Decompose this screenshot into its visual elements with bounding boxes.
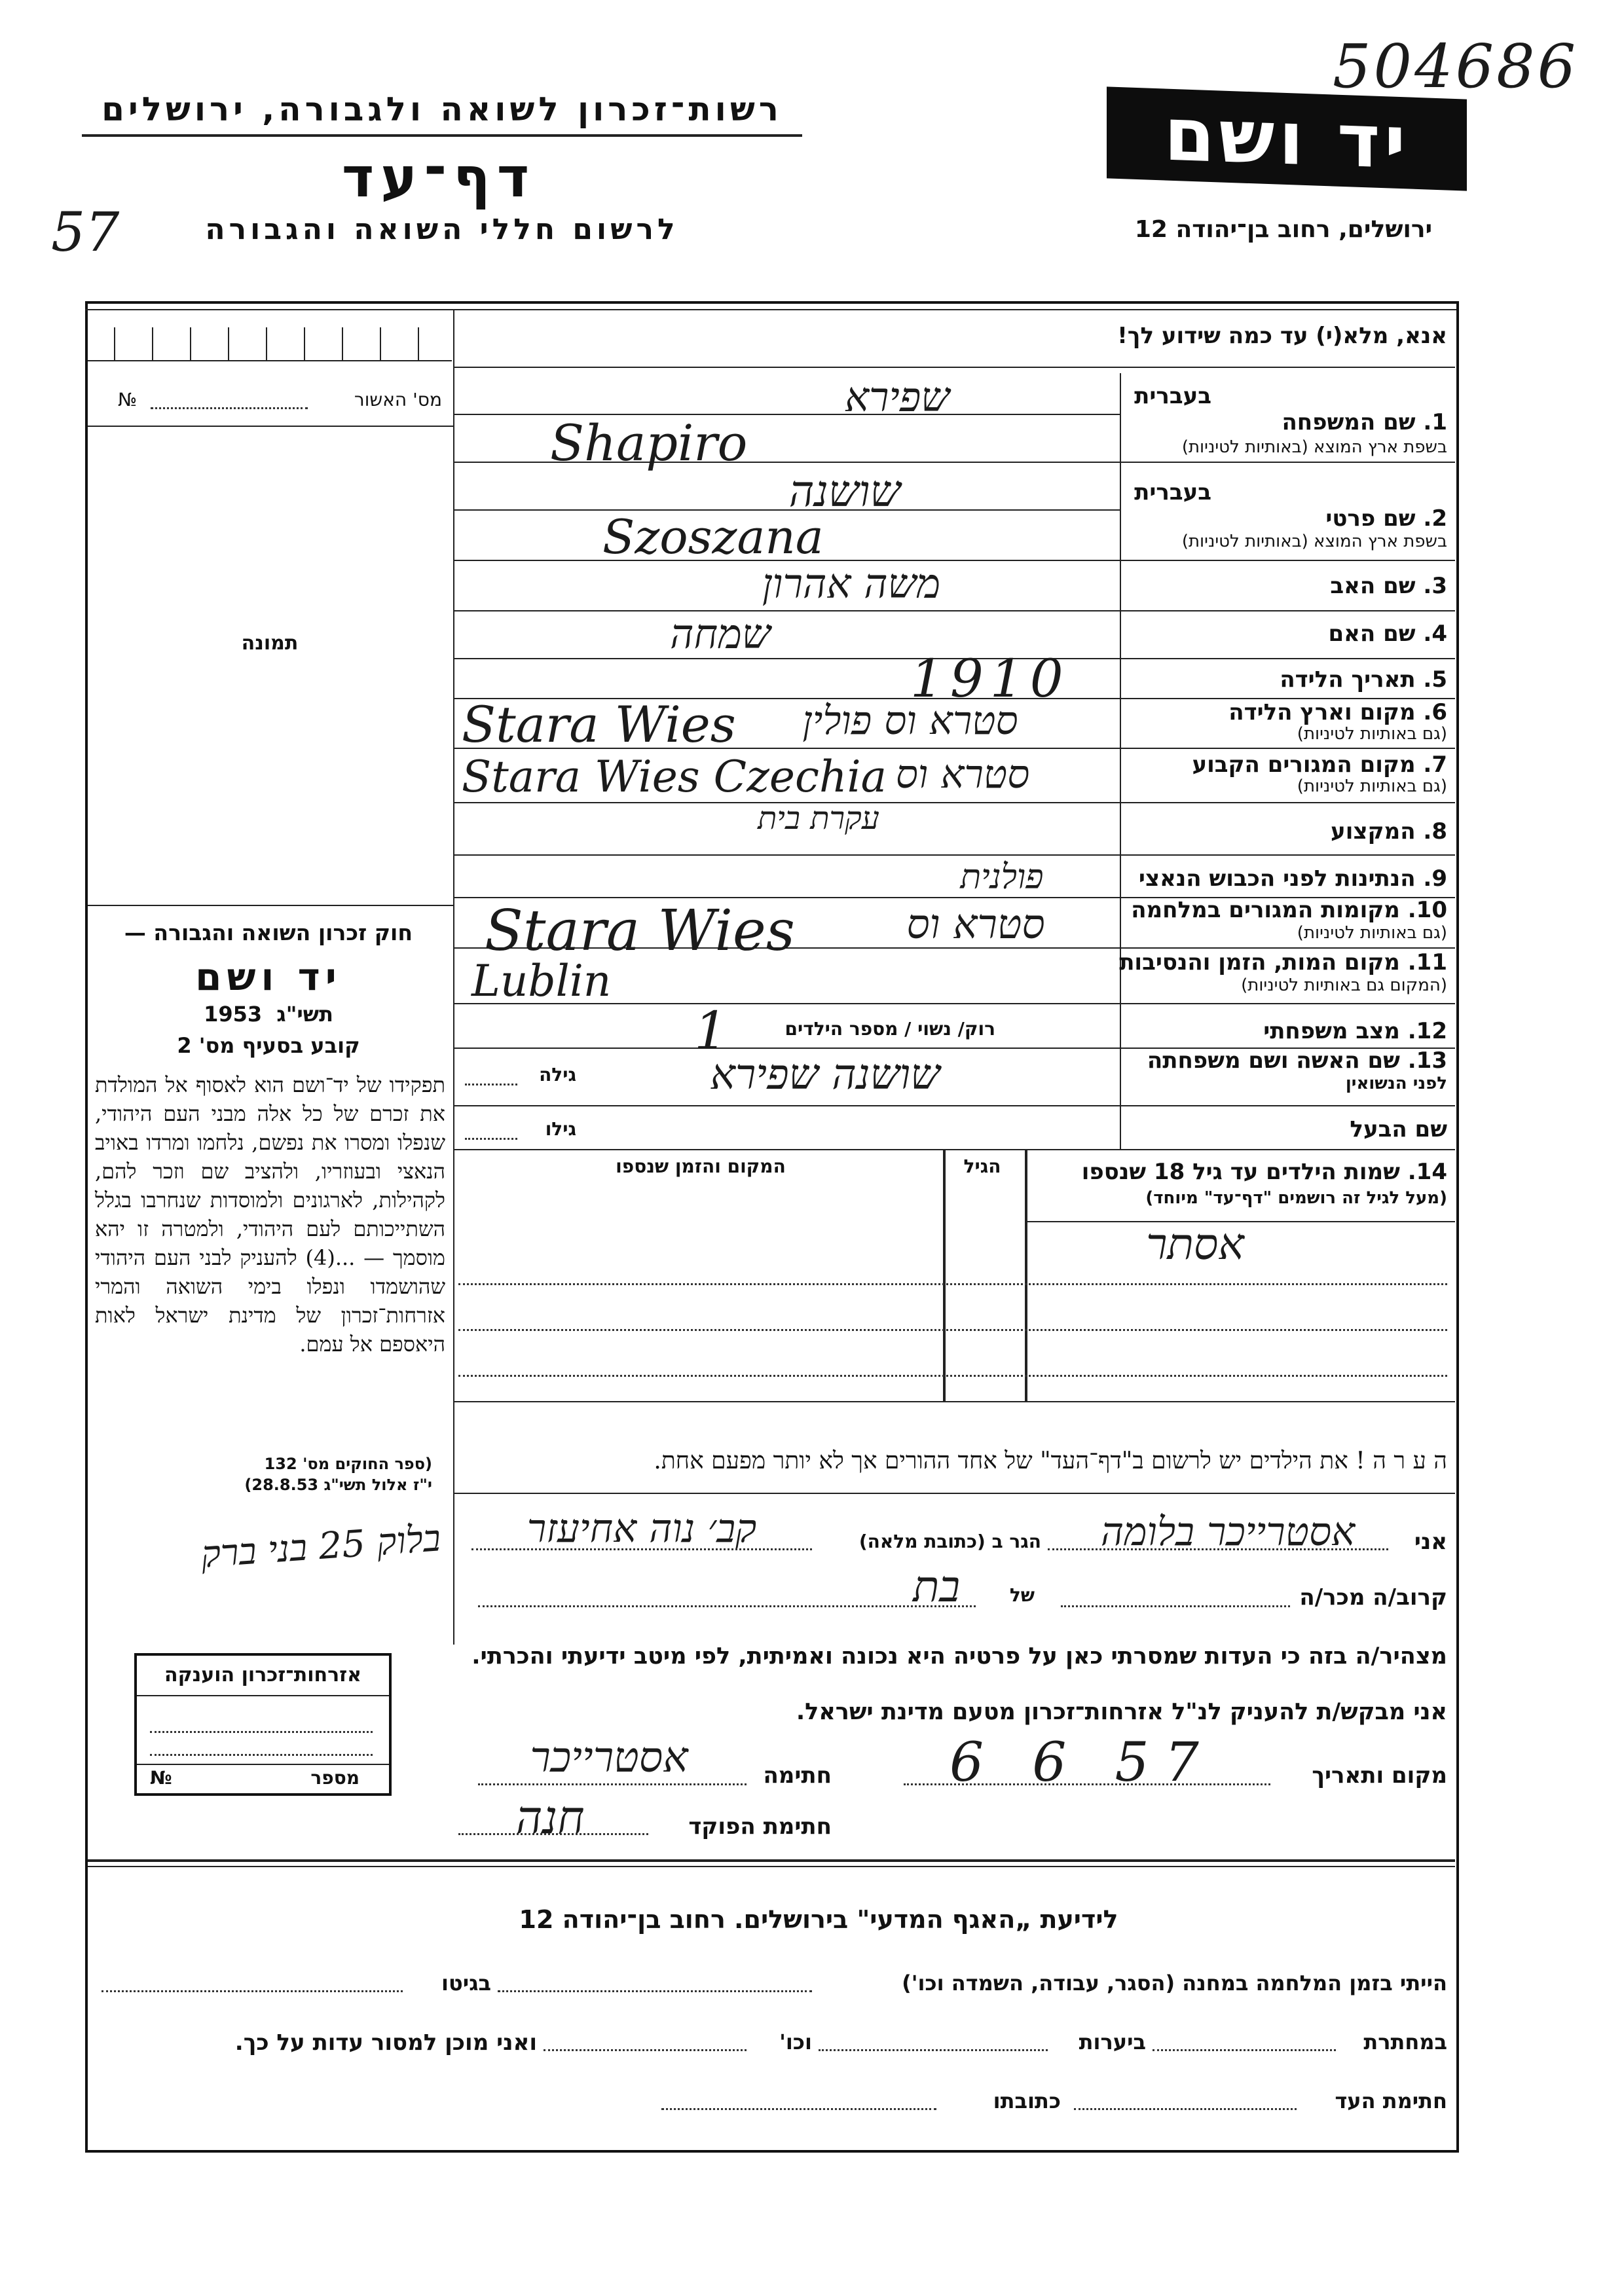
children-bottom	[453, 1401, 1455, 1402]
field-12-title: מצב משפחתי	[1263, 1018, 1400, 1044]
field-7-num: 7.	[1423, 752, 1447, 778]
witness-name: אסטרייכר בלומה	[1100, 1509, 1356, 1555]
witness-relation: בת	[912, 1561, 961, 1612]
archive-ghetto-line	[101, 1990, 403, 1992]
field-1-num: 1.	[1423, 409, 1447, 435]
archive-forests: ביערות	[1079, 2030, 1146, 2054]
value-wife-name: שושנה שפירא	[710, 1051, 940, 1099]
value-rule	[453, 1149, 1455, 1150]
archive-camp-line	[498, 1990, 812, 1992]
witness-sign-label: חתימה	[763, 1762, 832, 1789]
children-row	[458, 1375, 1447, 1377]
field-12-inline: רוק/ נשוי / מספר הילדים	[784, 1018, 995, 1040]
row-sep	[1120, 854, 1455, 856]
witness-shel: של	[1009, 1584, 1035, 1606]
archive-witness-sign: חתימת העד	[1335, 2088, 1447, 2113]
children-col-sep-2	[1025, 1149, 1027, 1401]
field-13-sub: לפני הנשואין	[1345, 1074, 1447, 1093]
officer-sign-label: חתימת הפוקד	[688, 1813, 832, 1840]
field-13-num: 13.	[1407, 1048, 1447, 1074]
witness-name-line	[1048, 1548, 1388, 1550]
field-13-title: שם האשה ושם משפחתה	[1147, 1048, 1400, 1074]
value-rule	[453, 1048, 1120, 1049]
value-wartime-lat: Stara Wies	[485, 898, 795, 964]
field-4-num: 4.	[1423, 621, 1447, 647]
tick	[418, 327, 419, 360]
children-value: אסתר	[1146, 1219, 1244, 1269]
archive-forests-line	[819, 2049, 1048, 2051]
witness-shel-line	[478, 1605, 976, 1607]
row-sep	[1120, 748, 1455, 749]
field-4-title: שם האם	[1328, 621, 1416, 647]
serial-number: 504686	[1333, 31, 1579, 101]
row-sep	[1120, 947, 1455, 949]
intro-separator	[453, 367, 1455, 368]
field-7-label	[1126, 752, 1447, 778]
row-sep	[1120, 560, 1455, 561]
field-2-num: 2.	[1423, 505, 1447, 532]
tick	[228, 327, 229, 360]
form-title: דף־עד	[341, 145, 536, 210]
value-rule	[453, 854, 1120, 856]
law-name: יד ושם	[195, 955, 342, 999]
value-rule	[453, 1105, 1120, 1106]
row-sep	[1120, 462, 1455, 463]
photo-label: תמונה	[241, 632, 299, 655]
witness-margin-note: בלוק 25 בני ברק	[199, 1517, 443, 1576]
law-title: חוק זכרון השואה והגבורה —	[124, 920, 413, 945]
witness-place-date-label: מקום ותאריך	[1312, 1762, 1447, 1789]
logo-text: יד ושם	[1164, 92, 1410, 186]
children-col-place: המקום והזמן שנספו	[616, 1156, 786, 1177]
witness-address: קב׳ נוה אחיעזר	[526, 1506, 757, 1552]
children-col-sep-1	[943, 1149, 946, 1401]
value-first-lat: Szoszana	[602, 509, 824, 564]
law-ref-1: (ספר החוקים מס' 132	[264, 1455, 432, 1473]
field-2-heb-tag: בעברית	[1134, 479, 1211, 505]
value-birthplace-heb: סטרא וס פולין	[802, 698, 1018, 744]
field-1-title: שם המשפחה	[1282, 409, 1416, 435]
wife-age-line	[465, 1084, 517, 1085]
field-5-num: 5.	[1423, 666, 1447, 693]
tick	[114, 327, 115, 360]
value-family-lat: Shapiro	[550, 414, 748, 472]
field-2-label	[1126, 505, 1447, 532]
archive-underground-line	[1153, 2049, 1336, 2051]
tick	[266, 327, 267, 360]
citizenship-box-sep	[137, 1695, 389, 1696]
certificate-label: מס' האשור	[354, 389, 442, 410]
field-13-label	[1126, 1048, 1447, 1074]
row-sep	[1120, 1105, 1455, 1106]
field-1-label	[1126, 409, 1447, 435]
husband-age-line	[465, 1138, 517, 1140]
field-10-sub: (גם באותיות לטיניות)	[1297, 923, 1447, 943]
value-residence-lat: Stara Wies Czechia	[462, 752, 887, 802]
tick-strip	[88, 321, 452, 361]
field-12-label	[1126, 1018, 1447, 1044]
field-5-title: תאריך הלידה	[1280, 666, 1416, 693]
value-residence-heb: סטרא וס	[895, 752, 1030, 797]
citizenship-box-title: אזרחות־זכרון הוענקה	[164, 1664, 362, 1686]
field-6-sub: (גם באותיות לטיניות)	[1297, 724, 1447, 744]
tick	[380, 327, 381, 360]
witness-relation-label: קרוב/ה מכר/ה	[1299, 1584, 1447, 1611]
intro-instruction: אנא, מלא(י) עד כמה שידוע לך!	[1117, 323, 1447, 349]
row-sep	[1120, 1003, 1455, 1004]
witness-sign-line	[478, 1783, 747, 1785]
form-purpose: לרשום חללי השואה והגבורה	[205, 213, 679, 246]
field-6-label	[1126, 699, 1447, 725]
citizenship-box-line	[150, 1754, 373, 1756]
value-mother: שמחה	[670, 610, 771, 658]
label-column-divider	[1120, 373, 1121, 1149]
law-ref-2: י"ז אלול תשי"ג 28.8.53)	[244, 1476, 432, 1494]
field-3-num: 3.	[1423, 573, 1447, 599]
field-5-label	[1126, 666, 1447, 693]
value-wartime-heb: סטרא וס	[906, 900, 1045, 948]
archive-camp: הייתי בזמן המלחמה במחנה (הסגר, עבודה, השמדה וכו')	[902, 1971, 1447, 1995]
field-11-num: 11.	[1407, 949, 1447, 975]
officer-signature: חנה	[515, 1791, 585, 1844]
tick	[304, 327, 305, 360]
field-6-title: מקום וארץ הלידה	[1228, 699, 1416, 725]
archive-separator-2	[88, 1866, 1455, 1867]
remark-bottom	[453, 1493, 1455, 1494]
field-4-label	[1126, 621, 1447, 647]
field-1-sub: בשפת ארץ המוצא (באותיות לטיניות)	[1181, 437, 1447, 457]
witness-ha-gar: הגר ב (כתובת מלאה)	[858, 1531, 1041, 1552]
row-sep	[1120, 610, 1455, 611]
field-2-title: שם פרטי	[1325, 505, 1416, 532]
value-family-heb: שפירא	[844, 373, 950, 421]
citizenship-box-line	[150, 1731, 373, 1733]
citizenship-box-no: №	[150, 1767, 172, 1789]
row-sep	[1120, 658, 1455, 659]
archive-separator	[88, 1859, 1455, 1862]
field-3-label	[1126, 573, 1447, 599]
value-birthplace-lat: Stara Wies	[462, 695, 736, 754]
field-10-title: מקומות המגורים במלחמה	[1131, 897, 1400, 923]
field-11-title: מקום המות, הזמן והנסיבות	[1119, 949, 1400, 975]
witness-place-date: 6 6 57	[950, 1732, 1215, 1794]
tick	[152, 327, 153, 360]
archive-underground: במחתרת	[1363, 2030, 1447, 2054]
archive-etc-line	[544, 2049, 747, 2051]
value-birth-date: 1910	[910, 648, 1070, 709]
remark: ה ע ר ה ! את הילדים יש לרשום ב"דף־העד" של אחד ההורים אך לא יותר מפעם אחת.	[654, 1448, 1447, 1474]
archive-address-line	[661, 2108, 936, 2110]
field-10-num: 10.	[1407, 897, 1447, 923]
law-year-heb: תשי"ג	[276, 1002, 333, 1027]
field-6-num: 6.	[1423, 699, 1447, 725]
children-row	[458, 1283, 1447, 1285]
husband-label: שם הבעל	[1350, 1116, 1447, 1142]
field-2-sub: בשפת ארץ המוצא (באותיות לטיניות)	[1181, 532, 1447, 551]
field-8-num: 8.	[1423, 818, 1447, 845]
field-11-sub: (המקום גם באותיות לטיניות)	[1241, 975, 1447, 995]
archive-witness-sign-line	[1074, 2108, 1297, 2110]
yad-vashem-logo	[1107, 86, 1467, 191]
field-9-title: הנתינות לפני הכבוש הנאצי	[1138, 866, 1416, 892]
law-year	[92, 1002, 445, 1027]
certificate-line	[151, 407, 308, 409]
field-7-sub: (גם באותיות לטיניות)	[1297, 776, 1447, 796]
field-8-label	[1126, 818, 1447, 845]
value-profession: עקרת בית	[758, 800, 879, 837]
field-3-title: שם האב	[1330, 573, 1416, 599]
archive-title: לידיעת „האגף המדעי" בירושלים. רחוב בן־יהודה 12	[519, 1905, 1118, 1934]
certificate-no-sign: №	[118, 389, 138, 410]
husband-inline: גילו	[545, 1118, 576, 1140]
margin-note-57: 57	[51, 202, 120, 264]
value-father: משה אהרון	[762, 560, 941, 608]
children-col-age: הגיל	[963, 1156, 1001, 1177]
field-8-title: המקצוע	[1331, 818, 1416, 845]
witness-address-line	[471, 1548, 812, 1550]
value-citizenship: פולנית	[960, 858, 1044, 897]
tick	[190, 327, 191, 360]
tick	[342, 327, 343, 360]
law-clause: קובע בסעיף מס' 2	[177, 1033, 360, 1058]
children-num: 14.	[1407, 1159, 1447, 1185]
children-label	[950, 1159, 1447, 1185]
archive-ghetto: בגיטו	[441, 1971, 491, 1995]
field-1-heb-tag: בעברית	[1134, 383, 1211, 409]
authority-underline	[82, 134, 802, 137]
archive-address: כתובתו	[993, 2088, 1061, 2113]
law-year-num: 1953	[204, 1002, 263, 1027]
authority-title: רשות־זכרון לשואה ולגבורה, ירושלים	[101, 90, 783, 128]
field-9-num: 9.	[1423, 866, 1447, 892]
certificate-separator	[88, 426, 453, 427]
archive-etc: וכו'	[779, 2030, 812, 2054]
field-10-label	[1126, 897, 1447, 923]
witness-relation-line	[1061, 1605, 1290, 1607]
photo-separator	[88, 905, 453, 906]
citizenship-box-sep	[137, 1764, 389, 1765]
witness-declaration: מצהיר/ה בזה כי העדות שמסרתי כאן על פרטיה היא נכונה ואמיתית, לפי מיטב ידיעתי והכרתי.	[471, 1643, 1447, 1669]
field-9-label	[1126, 866, 1447, 892]
value-death-lat: Lublin	[471, 956, 612, 1006]
citizenship-box-number: מספר	[310, 1767, 360, 1789]
law-body: תפקידו של יד־ושם הוא לאסוף אל המולדת את זכרם של כל אלה מבני העם היהודי, שנפלו ומסרו את נפשם, נלחמו ומרדו באויב הנאצי ובעוזריו, ולהציב שם וזכר להם, לקהילות, לארגונים ולמוסדות שנחרבו בגלל השתייכותם לעם היהודי, ולמטרה זו יהא מוסמך — ...(4) להעניק לבני העם היהודי שהושמדו ונפלו בימי השואה והמרי אזרחות־זכרון של מדינת ישראל לאות היאספם אל עמם.	[95, 1072, 446, 1357]
archive-ready: ואני מוכן למסור עדות על כך.	[234, 2030, 537, 2056]
value-first-heb: שושנה	[788, 466, 901, 517]
field-7-title: מקום המגורים הקבוע	[1192, 752, 1416, 778]
children-sub: (מעל לגיל זה רושמים "דף־עד" מיוחד)	[1145, 1188, 1447, 1208]
citizenship-box	[134, 1653, 392, 1796]
field-13-inline: גילה	[539, 1064, 576, 1085]
field-11-label	[1119, 949, 1447, 975]
frame-inner-top	[85, 309, 1456, 310]
field-12-num: 12.	[1407, 1018, 1447, 1044]
value-children-count: 1	[694, 1000, 728, 1061]
children-title: שמות הילדים עד גיל 18 שנספו	[1081, 1159, 1400, 1185]
witness-ani: אני	[1414, 1529, 1447, 1555]
header-address: ירושלים, רחוב בן־יהודה 12	[1134, 216, 1433, 243]
witness-request: אני מבקש/ת להעניק לנ"ל אזרחות־זכרון מטעם מדינת ישראל.	[796, 1699, 1447, 1725]
children-row	[458, 1329, 1447, 1331]
witness-signature: אסטרייכר	[530, 1734, 688, 1782]
row-sep	[1120, 802, 1455, 803]
